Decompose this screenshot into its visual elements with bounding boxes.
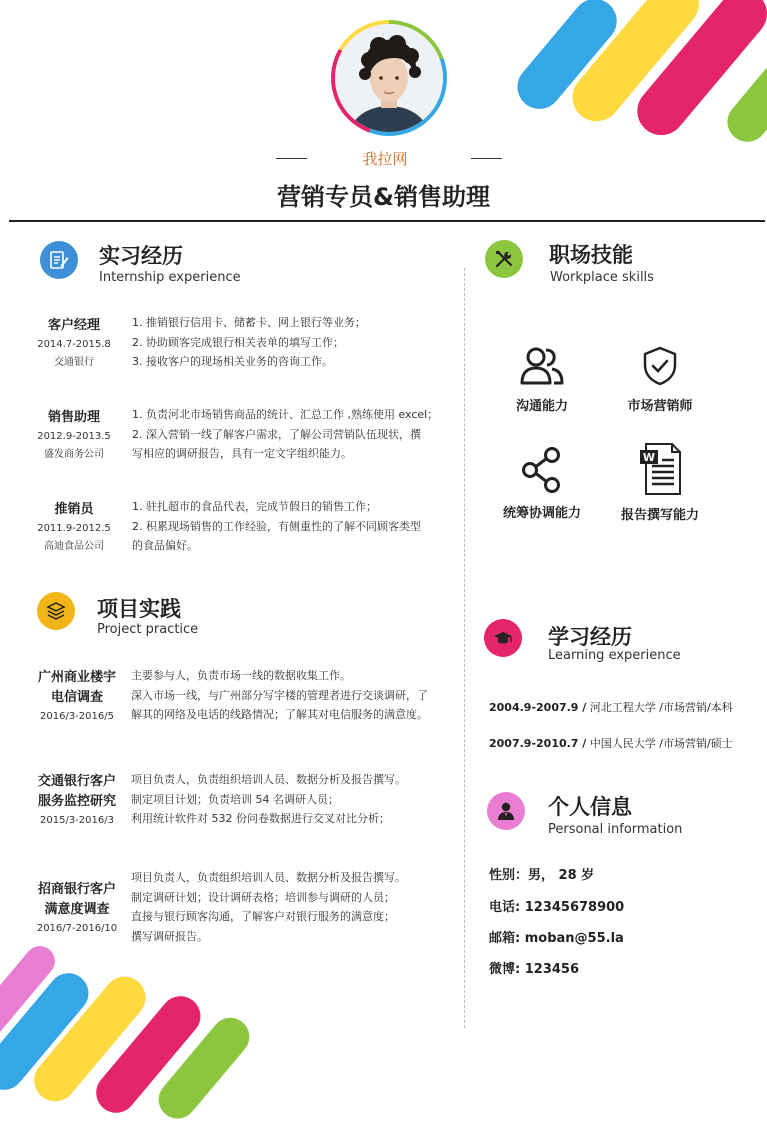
role: 销售助理 [47, 410, 100, 425]
detail-line: 3. 接收客户的现场相关业务的咨询工作。 [132, 355, 333, 368]
header-divider [9, 220, 765, 222]
skill-label: 沟通能力 [515, 399, 568, 414]
internship-entry-1-details [132, 313, 452, 372]
date: 2011.9-2012.5 [37, 523, 111, 534]
company: 盛发商务公司 [44, 449, 104, 460]
detail-line: 解其的网络及电话的线路情况；了解其对电信服务的满意度。 [131, 708, 428, 721]
detail-line: 利用统计软件对 532 份问卷数据进行交叉对比分析； [131, 812, 390, 825]
detail-line: 1. 推销银行信用卡、储蓄卡、网上银行等业务； [132, 316, 366, 329]
project-entry-1-details [131, 666, 451, 725]
internship-entry-3-details [132, 497, 452, 556]
project-name: 交通银行客户 [37, 774, 116, 789]
users-icon [518, 345, 566, 387]
skills-subtitle: Workplace skills [550, 270, 654, 285]
detail-line: 制定调研计划；设计调研表格；培训参与调研的人员； [131, 890, 395, 904]
person-photo-icon [335, 24, 443, 132]
detail-line: 2. 积累现场销售的工作经验，有侧重性的了解不同顾客类型 [132, 519, 421, 533]
education-period: 2007.9-2010.7 / [489, 737, 587, 750]
page-title: 营销专员&销售助理 [277, 183, 490, 211]
detail-line: 主要参与人，负责市场一线的数据收集工作。 [131, 669, 351, 682]
graduation-cap-icon [484, 619, 522, 657]
brand-line-left [276, 158, 307, 159]
date: 2012.9-2013.5 [37, 431, 111, 442]
word-document-icon [638, 442, 682, 496]
detail-line: 1. 驻扎超市的食品代表，完成节假日的销售工作； [132, 500, 377, 513]
education-entry-1 [489, 699, 733, 715]
skill-marketing [605, 345, 715, 414]
avatar [331, 20, 447, 136]
share-icon [520, 446, 564, 494]
detail-line: 项目负责人，负责组织培训人员、数据分析及报告撰写。 [131, 871, 406, 884]
education-entry-2 [489, 735, 733, 751]
person-icon [487, 792, 525, 830]
project-entry-3-details [131, 868, 451, 946]
detail-line: 撰写调研报告。 [131, 929, 208, 943]
company: 高迪食品公司 [44, 541, 104, 552]
internship-entry-1-meta [24, 316, 124, 372]
skill-label: 统筹协调能力 [502, 506, 581, 521]
detail-line: 2. 协助顾客完成银行相关表单的填写工作； [132, 335, 344, 349]
detail-line: 项目负责人，负责组织培训人员、数据分析及报告撰写。 [131, 773, 406, 786]
internship-title: 实习经历 [99, 244, 183, 268]
role: 客户经理 [47, 318, 100, 333]
project-name: 广州商业楼宇 [37, 670, 116, 685]
column-divider [464, 268, 465, 1028]
project-entry-3-meta [22, 880, 132, 938]
company: 交通银行 [54, 357, 94, 368]
svg-text:W: W [642, 451, 656, 464]
info-email: 邮箱: moban@55.la [489, 931, 624, 946]
edit-icon [40, 241, 78, 279]
education-school: 河北工程大学 /市场营销/本科 [589, 701, 733, 714]
detail-line: 1. 负责河北市场销售商品的统计、汇总工作 ,熟练使用 excel； [132, 408, 439, 421]
project-name: 服务监控研究 [37, 794, 116, 809]
project-entry-1-meta [22, 668, 132, 726]
personal-subtitle: Personal information [548, 822, 683, 837]
skill-report-writing [605, 442, 715, 523]
tools-icon [485, 240, 523, 278]
education-title: 学习经历 [548, 625, 632, 649]
project-entry-2-details [131, 770, 451, 829]
detail-line: 写相应的调研报告，具有一定文字组织能力。 [132, 447, 352, 460]
shield-check-icon [640, 345, 680, 387]
internship-entry-3-meta [24, 500, 124, 556]
info-gender-age: 性别：男， 28 岁 [489, 868, 595, 883]
info-weibo: 微博: 123456 [489, 962, 579, 977]
layers-icon [37, 592, 75, 630]
skill-coordination [487, 446, 597, 521]
detail-line: 的食品偏好。 [132, 539, 198, 552]
projects-subtitle: Project practice [97, 622, 199, 637]
project-name: 电信调查 [50, 690, 103, 705]
personal-title: 个人信息 [548, 795, 632, 819]
internship-subtitle: Internship experience [99, 270, 241, 285]
brand-name: 我拉网 [362, 150, 408, 168]
project-entry-2-meta [22, 772, 132, 830]
education-period: 2004.9-2007.9 / [489, 701, 587, 714]
skill-communication [487, 345, 597, 414]
education-subtitle: Learning experience [548, 648, 681, 663]
date: 2014.7-2015.8 [37, 339, 111, 350]
date: 2016/7-2016/10 [36, 923, 118, 934]
role: 推销员 [54, 502, 94, 517]
info-phone: 电话: 12345678900 [489, 900, 625, 915]
skill-label: 市场营销师 [627, 399, 693, 414]
skill-label: 报告撰写能力 [620, 508, 699, 523]
internship-entry-2-meta [24, 408, 124, 464]
avatar-photo [335, 24, 443, 132]
project-name: 招商银行客户 [37, 882, 116, 897]
skills-title: 职场技能 [549, 243, 633, 267]
detail-line: 直接与银行顾客沟通，了解客户对银行服务的满意度； [131, 910, 395, 923]
detail-line: 制定项目计划；负责培训 54 名调研人员； [131, 792, 339, 806]
internship-entry-2-details [132, 405, 452, 464]
detail-line: 深入市场一线，与广州部分写字楼的管理者进行交谈调研，了 [131, 688, 428, 702]
brand-line-right [471, 158, 502, 159]
project-name: 满意度调查 [44, 902, 110, 917]
date: 2015/3-2016/3 [40, 815, 114, 826]
education-school: 中国人民大学 /市场营销/硕士 [589, 737, 733, 750]
detail-line: 2. 深入营销一线了解客户需求，了解公司营销队伍现状，撰 [132, 427, 421, 441]
date: 2016/3-2016/5 [40, 711, 114, 722]
projects-title: 项目实践 [97, 597, 181, 621]
